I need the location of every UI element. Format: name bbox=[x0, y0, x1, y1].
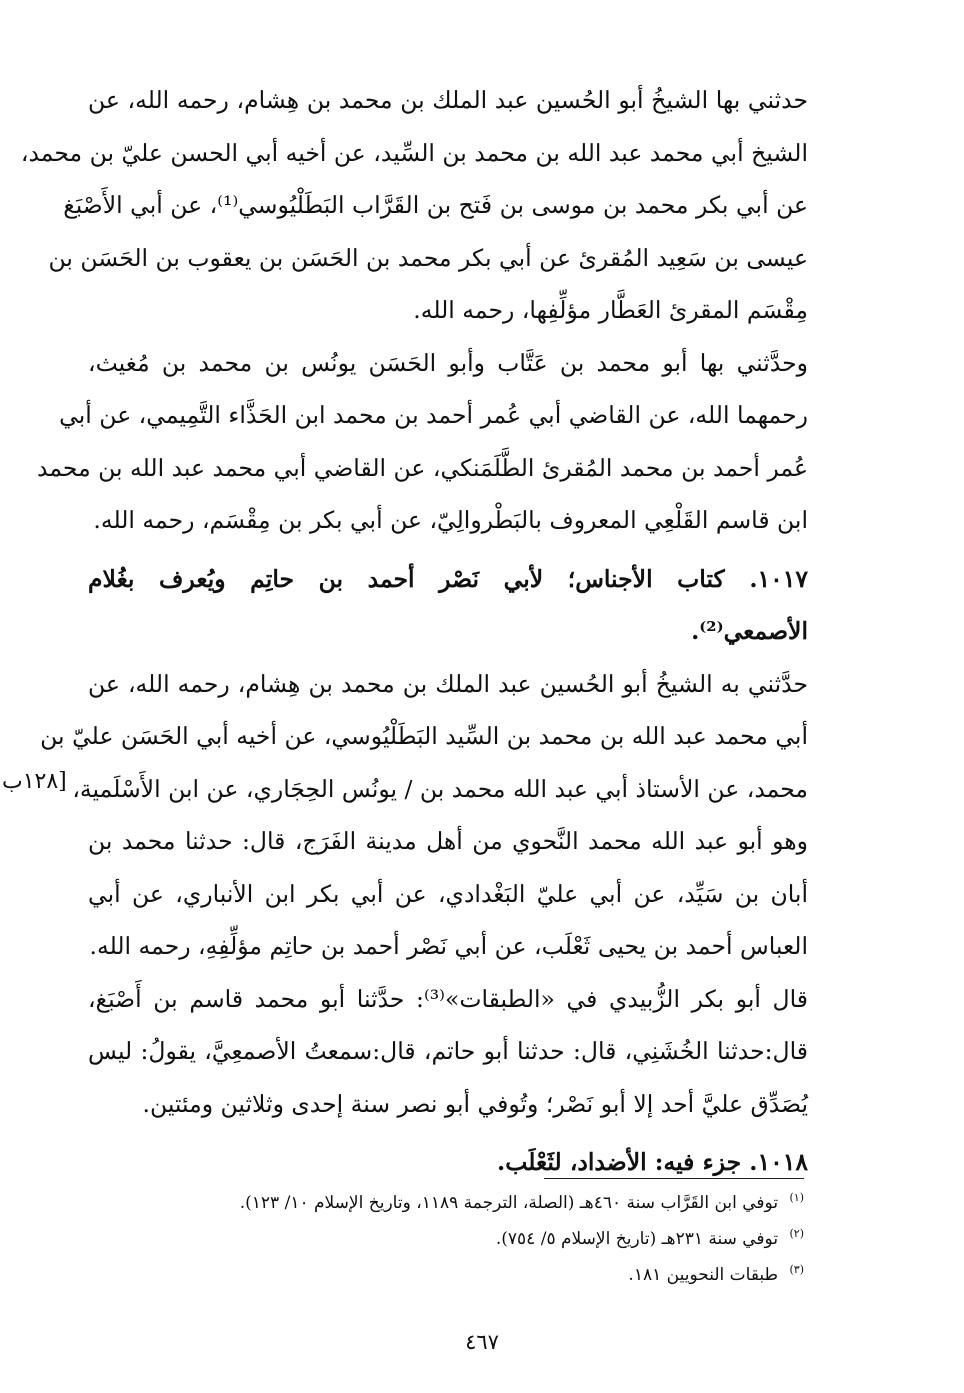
text-line: وحدَّثني بها أبو محمد بن عَتَّاب وأبو الحَسَن يونُس بن محمد بن مُغيث، bbox=[88, 348, 808, 377]
footnote bbox=[124, 1185, 804, 1221]
text-line: أبي محمد عبد الله بن محمد بن السِّيد البَطَلْيُوسي، عن أخيه أبي الحَسَن عليّ بن bbox=[40, 722, 808, 750]
text-line: عُمر أحمد بن محمد المُقرئ الطَّلَمَنكي، عن القاضي أبي محمد عبد الله بن محمد bbox=[36, 453, 808, 482]
footnote-mark: (٢) bbox=[789, 1227, 804, 1241]
text-line: قال:حدثنا الخُشَنِي، قال: حدثنا أبو حاتم، قال:سمعتُ الأصمعِيَّ، يقولُ: ليس bbox=[88, 1037, 808, 1065]
text-line: عيسى بن سَعِيد المُقرئ عن أبي بكر محمد بن الحَسَن بن يعقوب بن الحَسَن بن bbox=[48, 243, 808, 272]
text-line: حدثني بها الشيخُ أبو الحُسين عبد الملك بن محمد بن هِشام، رحمه الله، عن bbox=[88, 86, 808, 114]
text-line: يُصَدِّق عليَّ أحد إلا أبو نَصْر؛ وتُوفي أبو نصر سنة إحدى وثلاثين ومئتين. bbox=[142, 1089, 808, 1118]
page-number: ٤٦٧ bbox=[465, 1330, 499, 1354]
text-line: أبان بن سَيِّد، عن أبي عليّ البَغْدادي، عن أبي بكر ابن الأنباري، عن أبي bbox=[88, 879, 808, 908]
footnote-mark: (٣) bbox=[789, 1263, 804, 1277]
text-line: عن أبي بكر محمد بن موسى بن فَتح بن القَرَّاب البَطَلْيُوسي⁽¹⁾، عن أبي الأَصْبَغ bbox=[63, 191, 808, 219]
footnote-divider bbox=[544, 1178, 804, 1179]
text-line: وهو أبو عبد الله محمد النَّحوي من أهل مدينة الفَرَج، قال: حدثنا محمد بن bbox=[88, 827, 808, 855]
entry-heading-1017: ١٠١٧. كتاب الأجناس؛ لأبي نَصْر أحمد بن حاتِم ويُعرف بغُلام bbox=[88, 564, 808, 593]
text-line: قال أبو بكر الزُّبيدي في «الطبقات»⁽³⁾: حدَّثنا أبو محمد قاسم بن أَصْبَغ، bbox=[88, 984, 809, 1013]
footnote-text: توفي ابن القَرَّاب سنة ٤٦٠هـ (الصلة، الترجمة ١١٨٩، وتاريخ الإسلام ١٠/ ١٢٣). bbox=[239, 1193, 779, 1213]
footnote bbox=[124, 1257, 804, 1293]
footnote-mark: (١) bbox=[789, 1191, 804, 1205]
text-line: حدَّثني به الشيخُ أبو الحُسين عبد الملك بن محمد بن هِشام، رحمه الله، عن bbox=[88, 669, 808, 698]
text-line: مِقْسَم المقرئ العَطَّار مؤلِّفِها، رحمه الله. bbox=[413, 296, 808, 324]
footnote-text: توفي سنة ٢٣١هـ (تاريخ الإسلام ٥/ ٧٥٤). bbox=[495, 1229, 779, 1249]
footnotes bbox=[124, 1185, 804, 1293]
text-line: رحمهما الله، عن القاضي أبي عُمر أحمد بن محمد ابن الحَذَّاء التَّمِيمي، عن أبي bbox=[59, 401, 808, 429]
text-line: ابن قاسم القَلْعِي المعروف بالبَطْروالِيّ، عن أبي بكر بن مِقْسَم، رحمه الله. bbox=[93, 506, 808, 534]
entry-heading-1017-cont: الأصمعي⁽²⁾. bbox=[691, 617, 808, 645]
entry-heading-1018: ١٠١٨. جزء فيه: الأضداد، لثَعْلَب. bbox=[497, 1148, 808, 1176]
folio-margin-note: [١٢٨ب bbox=[2, 769, 67, 794]
text-line: الشيخ أبي محمد عبد الله بن محمد بن السِّيد، عن أخيه أبي الحسن عليّ بن محمد، bbox=[20, 138, 808, 167]
text-line: محمد، عن الأستاذ أبي عبد الله محمد بن / يونُس الحِجَاري، عن ابن الأَسْلَمية، bbox=[72, 774, 808, 803]
footnote bbox=[124, 1221, 804, 1257]
text-line: العباس أحمد بن يحيى ثَعْلَب، عن أبي نَصْر أحمد بن حاتِم مؤلِّفِهِ، رحمه الله. bbox=[89, 932, 808, 960]
footnote-text: طبقات النحويين ١٨١. bbox=[628, 1265, 779, 1285]
